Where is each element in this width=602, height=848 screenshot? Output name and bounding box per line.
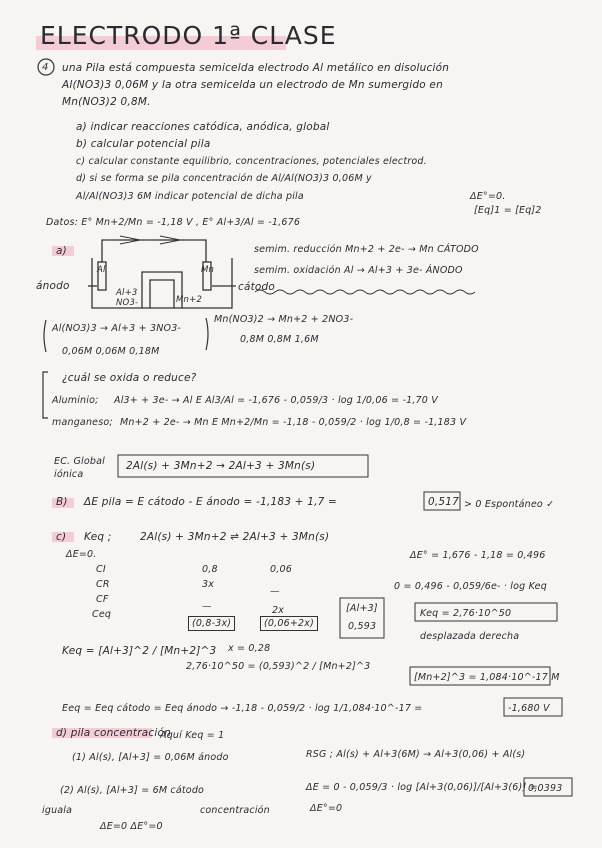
problem-line-1: una Pila está compuesta semicelda electrodo Al metálico en disolución <box>62 62 450 74</box>
cell-right-ion: Mn+2 <box>176 295 203 305</box>
eeq-result: -1,680 V <box>508 703 550 714</box>
keq-subst: 2,76·10^50 = (0,593)^2 / [Mn+2]^3 <box>186 661 371 672</box>
de-calc: ΔE = 0 - 0,059/3 · log [Al+3(0,06)]/[Al+3(6)] = <box>306 782 538 793</box>
semi-oxidacion: semim. oxidación Al → Al+3 + 3e- ÁNODO <box>254 265 463 276</box>
part-b-result: 0,517 <box>428 496 460 508</box>
bracket-diss-r <box>206 318 208 350</box>
part-c-keq: Keq ; <box>84 531 112 543</box>
col2-ci: 0,06 <box>270 564 292 575</box>
eq0-line: 0 = 0,496 - 0,059/6e- · log Keq <box>394 581 547 592</box>
electrode-right: Mn <box>201 265 215 275</box>
row-ceq: Ceq <box>92 609 112 620</box>
anodo-label: ánodo <box>36 280 70 292</box>
cell-left-ion2: NO3- <box>116 298 139 308</box>
case-1: (1) Al(s), [Al+3] = 0,06M ánodo <box>72 752 229 763</box>
bracket-diss <box>44 320 46 352</box>
mn-line: Mn+2 + 2e- → Mn E Mn+2/Mn = -1,18 - 0,059/2 · log 1/0,8 = -1,183 V <box>120 417 467 428</box>
eeq-line: Eeq = Eeq cátodo = Eeq ánodo → -1,18 - 0,059/2 · log 1/1,084·10^-17 = <box>62 703 423 714</box>
mn-result: [Mn+2]^3 = 1,084·10^-17 M <box>414 672 560 683</box>
col1-ci: 0,8 <box>202 564 218 575</box>
boxed-al: [Al+3] <box>346 603 378 614</box>
mn-line-label: manganeso; <box>52 417 113 428</box>
item-c: c) calcular constante equilibrio, concentraciones, potenciales electrod. <box>76 156 427 167</box>
col2-cf: 2x <box>272 605 285 616</box>
de0-calc: ΔE° = 1,676 - 1,18 = 0,496 <box>410 550 546 561</box>
boxed-al-val: 0,593 <box>348 621 377 632</box>
catodo-label: cátodo <box>238 281 276 293</box>
col1-cr: 3x <box>202 579 215 590</box>
diss-mn: Mn(NO3)2 → Mn+2 + 2NO3- <box>214 314 354 325</box>
side-note-de0: ΔE°=0. <box>470 191 506 202</box>
part-d-label: d) pila concentración <box>56 727 171 739</box>
keq-result: Keq = 2,76·10^50 <box>420 608 512 619</box>
row-ci: CI <box>96 564 106 575</box>
col2-cr: — <box>270 586 280 597</box>
part-a-label: a) <box>56 245 67 257</box>
problem-line-3: Mn(NO3)2 0,8M. <box>62 96 151 108</box>
case-2: (2) Al(s), [Al+3] = 6M cátodo <box>60 785 205 796</box>
global-label-2: iónica <box>54 469 84 480</box>
part-c-de0: ΔE=0. <box>66 549 97 560</box>
semi-reduccion: semim. reducción Mn+2 + 2e- → Mn CÁTODO <box>254 244 479 255</box>
problem-number: 4 <box>42 62 49 73</box>
keq-formula: Keq = [Al+3]^2 / [Mn+2]^3 <box>62 645 217 657</box>
row-cf: CF <box>96 594 109 605</box>
x-value: x = 0,28 <box>228 643 271 654</box>
part-b-label: B) <box>56 496 68 508</box>
global-label: EC. Global <box>54 456 105 467</box>
al-line: Al3+ + 3e- → Al E Al3/Al = -1,676 - 0,059/3 · log 1/0,06 = -1,70 V <box>114 395 438 406</box>
diss-al: Al(NO3)3 → Al+3 + 3NO3- <box>52 323 182 334</box>
col1-ceq: (0,8-3x) <box>188 616 235 631</box>
part-b-eq: ΔE pila = E cátodo - E ánodo = -1,183 + 1,7 = <box>84 496 338 508</box>
part-c-reaction: 2Al(s) + 3Mn+2 ⇌ 2Al+3 + 3Mn(s) <box>140 531 330 543</box>
item-b: b) calcular potencial pila <box>76 138 211 150</box>
de0-note: ΔE°=0 <box>310 803 343 814</box>
rsg-line: RSG ; Al(s) + Al+3(6M) → Al+3(0,06) + Al(s) <box>306 749 526 760</box>
row-cr: CR <box>96 579 110 590</box>
global-eq: 2Al(s) + 3Mn+2 → 2Al+3 + 3Mn(s) <box>126 460 316 472</box>
part-c-label: c) <box>56 531 67 543</box>
diss-al-conc: 0,06M 0,06M 0,18M <box>62 346 160 357</box>
de-result: 0,0393 <box>528 783 563 794</box>
item-d-2: Al/Al(NO3)3 6M indicar potencial de dicha pila <box>76 191 304 202</box>
bracket-questions <box>43 372 48 418</box>
electrode-left: Al <box>97 265 106 275</box>
side-note-eq: [Eq]1 = [Eq]2 <box>474 205 542 216</box>
shift-note: desplazada derecha <box>420 631 520 642</box>
cell-left-ion: Al+3 <box>116 288 138 298</box>
col2-ceq: (0,06+2x) <box>260 616 318 631</box>
wavy-line <box>255 290 475 294</box>
question-line: ¿cuál se oxida o reduce? <box>62 372 197 384</box>
part-b-note: > 0 Espontáneo ✓ <box>464 499 555 510</box>
al-line-label: Aluminio; <box>52 395 99 406</box>
col1-cf: — <box>202 601 212 612</box>
datos-line: Datos: E° Mn+2/Mn = -1,18 V , E° Al+3/Al = -1,676 <box>46 217 301 228</box>
diss-mn-conc: 0,8M 0,8M 1,6M <box>240 334 319 345</box>
problem-line-2: Al(NO3)3 0,06M y la otra semicelda un electrodo de Mn sumergido en <box>62 79 443 91</box>
item-d: d) si se forma se pila concentración de Al/Al(NO3)3 0,06M y <box>76 173 372 184</box>
concentracion-label: concentración <box>200 805 270 816</box>
page-title: ELECTRODO 1ª CLASE <box>40 21 337 50</box>
item-a: a) indicar reacciones catódica, anódica, global <box>76 121 330 133</box>
part-d-note: Aquí Keq = 1 <box>160 730 225 741</box>
de-eq: ΔE=0 ΔE°=0 <box>100 821 163 832</box>
iguala-label: iguala <box>42 805 73 816</box>
